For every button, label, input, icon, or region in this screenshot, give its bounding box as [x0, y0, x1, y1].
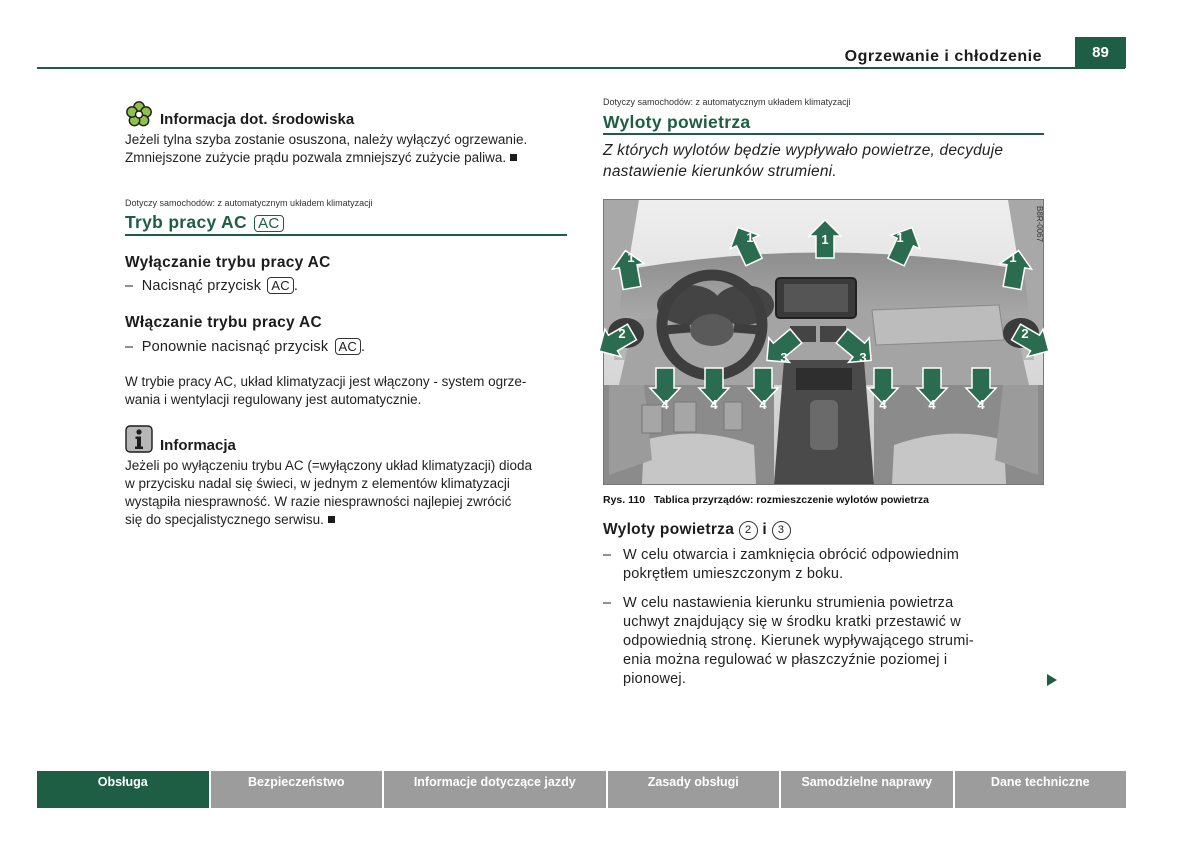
- figure-caption: [603, 494, 929, 506]
- header-title: Ogrzewanie i chłodzenie: [844, 48, 1042, 65]
- tab-zasady-obslugi[interactable]: Zasady obsługi: [608, 771, 780, 808]
- vent-label: 4: [928, 397, 936, 412]
- step-end: .: [360, 339, 366, 355]
- step-ac-off: [125, 277, 298, 296]
- applies-note-left: Dotyczy samochodów: z automatycznym układem klimatyzacji: [125, 198, 373, 208]
- paragraph-line: wania i wentylacji regulowany jest automatycznie.: [125, 392, 422, 407]
- info-icon: [125, 425, 153, 453]
- callout-circle: 2: [739, 521, 758, 540]
- ac-key-symbol: AC: [335, 338, 361, 355]
- vent-label: 1: [1009, 250, 1017, 265]
- step-line: uchwyt znajdujący się w środku kratki przestawić w: [623, 614, 961, 630]
- continue-arrow-icon: [1046, 673, 1058, 687]
- step-dash: –: [125, 278, 134, 294]
- intro-line: Z których wylotów będzie wypływało powietrze, decyduje: [603, 142, 1004, 159]
- vent-label: 1: [746, 230, 754, 245]
- step-line: pokrętłem umieszczonym z boku.: [623, 566, 844, 582]
- step-direction: [603, 594, 974, 689]
- header-rule: [37, 67, 1125, 69]
- tab-samodzielne-naprawy[interactable]: Samodzielne naprawy: [781, 771, 953, 808]
- info-note-line: się do specjalistycznego serwisu.: [125, 512, 324, 527]
- end-mark: [510, 154, 517, 161]
- applies-note-right: Dotyczy samochodów: z automatycznym układem klimatyzacji: [603, 97, 851, 107]
- vent-label: 4: [661, 397, 669, 412]
- section-title-ac-mode: [125, 212, 284, 233]
- paragraph-line: W trybie pracy AC, układ klimatyzacji jest włączony - system ogrze-: [125, 374, 527, 389]
- figure-caption-text: Tablica przyrządów: rozmieszczenie wylotów powietrza: [653, 494, 930, 506]
- heading-joiner: i: [762, 521, 767, 538]
- section-rule: [603, 133, 1044, 135]
- step-line: pionowej.: [623, 671, 687, 687]
- step-line: W celu otwarcia i zamknięcia obrócić odpowiednim: [623, 547, 959, 563]
- info-note-title: Informacja: [160, 437, 236, 454]
- end-mark: [328, 516, 335, 523]
- environment-note-line: Jeżeli tylna szyba zostanie osuszona, należy wyłączyć ogrzewanie.: [125, 132, 528, 147]
- vent-label: 1: [627, 250, 635, 265]
- step-line: W celu nastawienia kierunku strumienia powietrza: [623, 595, 954, 611]
- info-note-line: Jeżeli po wyłączeniu trybu AC (=wyłączony układ klimatyzacji) dioda: [125, 458, 533, 473]
- step-dash: –: [603, 547, 612, 563]
- heading-ac-off: Wyłączanie trybu pracy AC: [125, 254, 331, 271]
- step-line: enia można regulować w płaszczyźnie poziomej i: [623, 652, 948, 668]
- step-ac-on: [125, 338, 365, 357]
- vent-label: 4: [977, 397, 985, 412]
- vent-label: 1: [821, 232, 829, 247]
- environment-note-title: Informacja dot. środowiska: [160, 111, 355, 128]
- tab-bezpieczenstwo[interactable]: Bezpieczeństwo: [211, 771, 383, 808]
- step-dash: –: [603, 595, 612, 611]
- info-note-line: w przycisku nadal się świeci, w jednym z elementów klimatyzacji: [125, 476, 510, 491]
- page-number: 89: [1075, 37, 1126, 68]
- ac-mode-paragraph: [125, 373, 526, 409]
- step-text: Ponownie nacisnąć przycisk: [141, 339, 329, 355]
- footer-tabs: [37, 771, 1126, 808]
- vent-label: 3: [859, 350, 867, 365]
- figure-code: B8R-0067: [1035, 206, 1044, 243]
- vent-label: 4: [710, 397, 718, 412]
- vent-label: 4: [879, 397, 887, 412]
- ac-key-symbol: AC: [267, 277, 293, 294]
- tab-informacje-dotyczace-jazdy[interactable]: Informacje dotyczące jazdy: [384, 771, 606, 808]
- step-end: .: [293, 278, 299, 294]
- vent-label: 2: [1021, 326, 1029, 341]
- section-title-air-vents: Wyloty powietrza: [603, 112, 751, 132]
- dashboard-figure: [603, 199, 1044, 485]
- dashboard-illustration: [604, 200, 1043, 484]
- step-open-close: [603, 546, 959, 584]
- flower-icon: [125, 100, 153, 128]
- heading-air-vents: [603, 521, 791, 540]
- vent-label: 1: [896, 230, 904, 245]
- step-text: Nacisnąć przycisk: [141, 278, 262, 294]
- section-title-text: Tryb pracy AC: [125, 212, 247, 232]
- figure-caption-number: Rys. 110: [603, 494, 646, 506]
- callout-circle: 3: [772, 521, 791, 540]
- section-intro: [603, 140, 1003, 182]
- ac-key-symbol: AC: [254, 215, 283, 232]
- vent-label: 4: [759, 397, 767, 412]
- section-rule: [125, 234, 567, 236]
- vent-label: 2: [618, 326, 626, 341]
- tab-obsluga[interactable]: Obsługa: [37, 771, 209, 808]
- step-dash: –: [125, 339, 134, 355]
- tab-dane-techniczne[interactable]: Dane techniczne: [955, 771, 1127, 808]
- environment-note-line: Zmniejszone zużycie prądu pozwala zmniejszyć zużycie paliwa.: [125, 150, 507, 165]
- step-line: odpowiednią stronę. Kierunek wypływającego strumi-: [623, 633, 974, 649]
- info-note-line: wystąpiła niesprawność. W razie niesprawności najlepiej zwrócić: [125, 494, 512, 509]
- heading-ac-on: Włączanie trybu pracy AC: [125, 314, 322, 331]
- heading-text: Wyloty powietrza: [603, 521, 735, 538]
- intro-line: nastawienie kierunków strumieni.: [603, 163, 837, 180]
- vent-label: 3: [780, 350, 788, 365]
